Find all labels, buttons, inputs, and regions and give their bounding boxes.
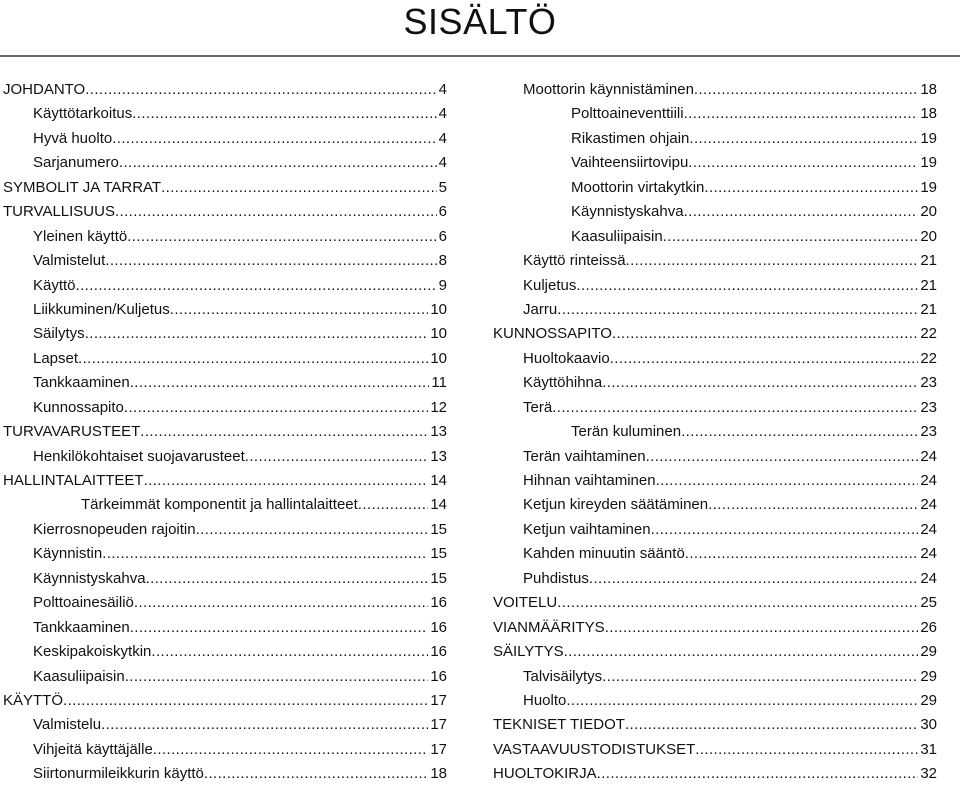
toc-entry-label: Liikkuminen/Kuljetus [33, 300, 170, 318]
toc-entry[interactable] [493, 665, 937, 689]
toc-entry-label: Henkilökohtaiset suojavarusteet [33, 447, 245, 465]
toc-entry-page-number: 13 [430, 447, 447, 465]
toc-entry-label: Käyttöhihna [523, 374, 603, 392]
toc-entry[interactable] [493, 298, 937, 322]
dot-leader [170, 298, 429, 322]
toc-entry-page-number: 26 [920, 618, 937, 636]
toc-entry[interactable] [3, 640, 447, 664]
toc-entry-label: Polttoaineventtiili [571, 105, 684, 123]
dot-leader [688, 151, 918, 175]
dot-leader [196, 518, 429, 542]
toc-entry[interactable] [493, 567, 937, 591]
toc-entry[interactable] [3, 493, 447, 517]
toc-entry[interactable] [493, 616, 937, 640]
toc-entry-label: Lapset [33, 349, 79, 367]
toc-entry[interactable] [3, 469, 447, 493]
toc-entry-page-number: 24 [920, 520, 937, 538]
toc-entry[interactable] [493, 469, 937, 493]
toc-entry[interactable] [493, 396, 937, 420]
dot-leader [597, 762, 919, 786]
dot-leader [115, 200, 437, 224]
toc-entry-page-number: 16 [430, 643, 447, 661]
toc-entry-label: Käyttötarkoitus [33, 105, 133, 123]
dot-leader [85, 322, 429, 346]
toc-entry-label: Rikastimen ohjain [571, 129, 690, 147]
toc-entry[interactable] [3, 689, 447, 713]
dot-leader [161, 176, 437, 200]
toc-entry-label: Hihnan vaihtaminen [523, 472, 656, 489]
toc-entry-label: TEKNISET TIEDOT [493, 716, 625, 734]
toc-entry-label: Yleinen käyttö [33, 227, 128, 245]
toc-entry-page-number: 19 [920, 178, 937, 196]
dot-leader [63, 689, 428, 713]
toc-entry[interactable] [3, 591, 447, 615]
toc-entry-page-number: 29 [920, 643, 937, 661]
toc-entry[interactable] [3, 396, 447, 420]
toc-entry-label: Talvisäilytys [523, 667, 603, 685]
toc-entry-label: Siirtonurmileikkurin käyttö [33, 765, 204, 783]
dot-leader [626, 249, 919, 273]
toc-entry-page-number: 17 [430, 740, 447, 758]
toc-entry-label: KÄYTTÖ [3, 691, 64, 709]
toc-entry-page-number: 16 [430, 667, 447, 685]
toc-entry-page-number: 29 [920, 691, 937, 709]
toc-entry-label: Kunnossapito [33, 398, 124, 416]
dot-leader [134, 591, 428, 615]
toc-entry[interactable] [493, 102, 937, 126]
toc-entry-label: Jarru [523, 300, 558, 318]
toc-entry[interactable] [3, 151, 447, 175]
dot-leader [204, 762, 428, 786]
dot-leader [684, 102, 919, 126]
toc-entry-page-number: 22 [920, 325, 937, 343]
toc-entry-label: Käynnistyskahva [571, 203, 684, 221]
dot-leader [146, 567, 429, 591]
toc-entry-label: Kaasuliipaisin [33, 667, 125, 685]
dot-leader [132, 102, 436, 126]
toc-entry-page-number: 29 [920, 667, 937, 685]
toc-entry-label: Kahden minuutin sääntö [523, 545, 685, 563]
toc-entry[interactable] [493, 762, 937, 786]
toc-entry[interactable] [493, 371, 937, 395]
toc-entry[interactable] [3, 445, 447, 469]
toc-entry-page-number: 23 [920, 374, 937, 392]
toc-entry[interactable] [493, 200, 937, 224]
toc-entry-page-number: 24 [920, 496, 937, 514]
toc-entry-label: HALLINTALAITTEET [3, 472, 144, 489]
toc-entry[interactable] [493, 689, 937, 713]
toc-entry-label: Terän vaihtaminen [523, 447, 646, 465]
toc-entry-page-number: 24 [920, 472, 937, 489]
dot-leader [646, 445, 919, 469]
toc-entry[interactable] [3, 176, 447, 200]
toc-entry-page-number: 4 [438, 105, 447, 123]
dot-leader [144, 469, 429, 493]
toc-entry[interactable] [493, 591, 937, 615]
toc-entry[interactable] [3, 347, 447, 371]
toc-entry-page-number: 18 [920, 105, 937, 123]
toc-entry[interactable] [3, 762, 447, 786]
toc-entry-page-number: 15 [430, 545, 447, 563]
dot-leader [612, 322, 918, 346]
toc-entry-label: VOITELU [493, 594, 558, 612]
toc-entry-label: Hyvä huolto [33, 129, 113, 147]
dot-leader [85, 78, 436, 102]
toc-entry-page-number: 18 [430, 765, 447, 783]
toc-entry-label: TURVALLISUUS [3, 203, 115, 221]
dot-leader [130, 616, 429, 640]
toc-entry-page-number: 6 [438, 227, 447, 245]
dot-leader [684, 200, 919, 224]
toc-entry[interactable] [493, 249, 937, 273]
dot-leader [151, 640, 428, 664]
dot-leader [105, 249, 436, 273]
toc-entry-label: Huoltokaavio [523, 349, 610, 367]
dot-leader [112, 127, 436, 151]
toc-entry[interactable] [3, 542, 447, 566]
toc-entry[interactable] [3, 127, 447, 151]
toc-entry[interactable] [3, 102, 447, 126]
toc-entry[interactable] [3, 616, 447, 640]
toc-entry[interactable] [3, 298, 447, 322]
toc-entry-page-number: 15 [430, 520, 447, 538]
toc-entry[interactable] [493, 445, 937, 469]
dot-leader [681, 420, 918, 444]
toc-entry-page-number: 13 [430, 423, 447, 441]
dot-leader [708, 493, 918, 517]
toc-entry-label: SÄILYTYS [493, 643, 564, 661]
toc-entry-label: Ketjun vaihtaminen [523, 520, 651, 538]
dot-leader [589, 567, 918, 591]
dot-leader [557, 591, 918, 615]
toc-entry[interactable] [3, 738, 447, 762]
toc-entry-label: Kuljetus [523, 276, 577, 294]
dot-leader [602, 371, 918, 395]
toc-entry[interactable] [493, 274, 937, 298]
toc-entry-page-number: 8 [438, 252, 447, 270]
toc-entry-label: Polttoainesäiliö [33, 594, 134, 612]
toc-entry-page-number: 24 [920, 545, 937, 563]
dot-leader [245, 445, 429, 469]
toc-entry[interactable] [3, 420, 447, 444]
toc-entry-page-number: 15 [430, 569, 447, 587]
toc-entry-page-number: 21 [920, 252, 937, 270]
dot-leader [78, 347, 428, 371]
toc-entry[interactable] [493, 420, 937, 444]
toc-entry-page-number: 23 [920, 423, 937, 441]
dot-leader [119, 151, 437, 175]
toc-entry[interactable] [3, 371, 447, 395]
dot-leader [140, 420, 428, 444]
toc-entry-label: Valmistelu [33, 716, 102, 734]
toc-entry-page-number: 20 [920, 203, 937, 221]
toc-entry-page-number: 24 [920, 569, 937, 587]
toc-entry-label: Tankkaaminen [33, 374, 130, 392]
toc-entry-label: VASTAAVUUSTODISTUKSET [493, 740, 696, 758]
dot-leader [689, 127, 918, 151]
toc-entry-label: Puhdistus [523, 569, 589, 587]
dot-leader [685, 542, 919, 566]
toc-entry-page-number: 16 [430, 594, 447, 612]
dot-leader [102, 542, 428, 566]
toc-entry[interactable] [493, 322, 937, 346]
toc-entry-page-number: 6 [438, 203, 447, 221]
toc-entry-page-number: 21 [920, 276, 937, 294]
toc-entry-page-number: 5 [438, 178, 447, 196]
toc-entry-label: HUOLTOKIRJA [493, 765, 597, 783]
toc-entry-page-number: 12 [430, 398, 447, 416]
toc-entry-label: Terän kuluminen [571, 423, 682, 441]
toc-entry-label: VIANMÄÄRITYS [493, 618, 605, 636]
dot-leader [124, 396, 428, 420]
toc-entry-page-number: 17 [430, 716, 447, 734]
toc-entry-page-number: 4 [438, 129, 447, 147]
dot-leader [651, 518, 919, 542]
toc-entry-page-number: 11 [431, 374, 447, 392]
toc-entry-label: Sarjanumero [33, 154, 119, 172]
dot-leader [564, 640, 919, 664]
toc-entry-label: Keskipakoiskytkin [33, 643, 152, 661]
dot-leader [552, 396, 918, 420]
toc-entry-label: Ketjun kireyden säätäminen [523, 496, 709, 514]
toc-entry[interactable] [3, 665, 447, 689]
toc-entry-page-number: 4 [438, 154, 447, 172]
title-divider [0, 55, 960, 57]
toc-entry[interactable] [3, 249, 447, 273]
toc-left-column [3, 78, 447, 787]
toc-entry-page-number: 16 [430, 618, 447, 636]
dot-leader [610, 347, 919, 371]
toc-entry-label: Tankkaaminen [33, 618, 130, 636]
toc-entry[interactable] [493, 127, 937, 151]
toc-entry-label: Terä [523, 398, 553, 416]
toc-entry-page-number: 25 [920, 594, 937, 612]
toc-entry-page-number: 20 [920, 227, 937, 245]
toc-entry-page-number: 10 [430, 300, 447, 318]
toc-entry-page-number: 14 [430, 496, 447, 514]
toc-entry-page-number: 10 [430, 349, 447, 367]
toc-entry[interactable] [3, 78, 447, 102]
toc-entry-label: Moottorin käynnistäminen [523, 81, 694, 98]
toc-entry-page-number: 18 [920, 81, 937, 98]
toc-entry-label: Säilytys [33, 325, 85, 343]
toc-entry-page-number: 19 [920, 154, 937, 172]
dot-leader [663, 225, 919, 249]
toc-entry[interactable] [3, 225, 447, 249]
toc-entry-label: Käynnistyskahva [33, 569, 146, 587]
toc-entry[interactable] [3, 713, 447, 737]
toc-entry[interactable] [3, 200, 447, 224]
toc-entry-page-number: 10 [430, 325, 447, 343]
toc-entry[interactable] [493, 493, 937, 517]
toc-entry-label: Käyttö rinteissä [523, 252, 626, 270]
dot-leader [557, 298, 918, 322]
toc-entry[interactable] [3, 274, 447, 298]
dot-leader [694, 78, 918, 102]
toc-entry-label: Moottorin virtakytkin [571, 178, 705, 196]
toc-entry[interactable] [493, 713, 937, 737]
toc-entry[interactable] [493, 225, 937, 249]
toc-entry-page-number: 19 [920, 129, 937, 147]
page-title: SISÄLTÖ [403, 1, 557, 42]
toc-entry[interactable] [493, 176, 937, 200]
dot-leader [695, 738, 918, 762]
toc-entry[interactable] [3, 567, 447, 591]
toc-entry-page-number: 17 [430, 691, 447, 709]
toc-entry-page-number: 23 [920, 398, 937, 416]
toc-entry[interactable] [3, 322, 447, 346]
toc-entry-label: SYMBOLIT JA TARRAT [3, 178, 162, 196]
toc-entry-label: Kaasuliipaisin [571, 227, 663, 245]
dot-leader [576, 274, 918, 298]
toc-entry-page-number: 4 [438, 81, 447, 98]
toc-entry-label: KUNNOSSAPITO [493, 325, 612, 343]
dot-leader [605, 616, 919, 640]
dot-leader [76, 274, 437, 298]
dot-leader [101, 713, 428, 737]
toc-entry[interactable] [493, 640, 937, 664]
toc-entry[interactable] [493, 542, 937, 566]
toc-entry-label: Käynnistin [33, 545, 103, 563]
toc-entry-page-number: 30 [920, 716, 937, 734]
dot-leader [625, 713, 918, 737]
toc-entry[interactable] [493, 78, 937, 102]
toc-entry-label: Kierrosnopeuden rajoitin [33, 520, 196, 538]
toc-entry-page-number: 9 [438, 276, 447, 294]
toc-entry[interactable] [493, 518, 937, 542]
toc-entry-page-number: 22 [920, 349, 937, 367]
toc-entry-label: Huolto [523, 691, 567, 709]
toc-entry-label: Tärkeimmät komponentit ja hallintalaitteet [81, 496, 358, 514]
toc-entry-page-number: 14 [430, 472, 447, 489]
toc-entry[interactable] [493, 738, 937, 762]
toc-entry-label: Vaihteensiirtovipu [571, 154, 689, 172]
toc-entry-label: Valmistelut [33, 252, 106, 270]
dot-leader [127, 225, 436, 249]
toc-entry-label: JOHDANTO [3, 81, 86, 98]
toc-entry-label: Käyttö [33, 276, 76, 294]
toc-entry-page-number: 24 [920, 447, 937, 465]
toc-entry[interactable] [3, 518, 447, 542]
toc-entry-page-number: 32 [920, 765, 937, 783]
dot-leader [358, 493, 429, 517]
toc-entry[interactable] [493, 151, 937, 175]
toc-entry[interactable] [493, 347, 937, 371]
dot-leader [153, 738, 429, 762]
dot-leader [130, 371, 430, 395]
toc-entry-page-number: 21 [920, 300, 937, 318]
dot-leader [656, 469, 919, 493]
toc-right-column [493, 78, 937, 787]
dot-leader [704, 176, 918, 200]
dot-leader [602, 665, 918, 689]
dot-leader [566, 689, 918, 713]
toc-entry-label: TURVAVARUSTEET [3, 423, 141, 441]
toc-entry-page-number: 31 [920, 740, 937, 758]
toc-entry-label: Vihjeitä käyttäjälle [33, 740, 153, 758]
dot-leader [125, 665, 429, 689]
